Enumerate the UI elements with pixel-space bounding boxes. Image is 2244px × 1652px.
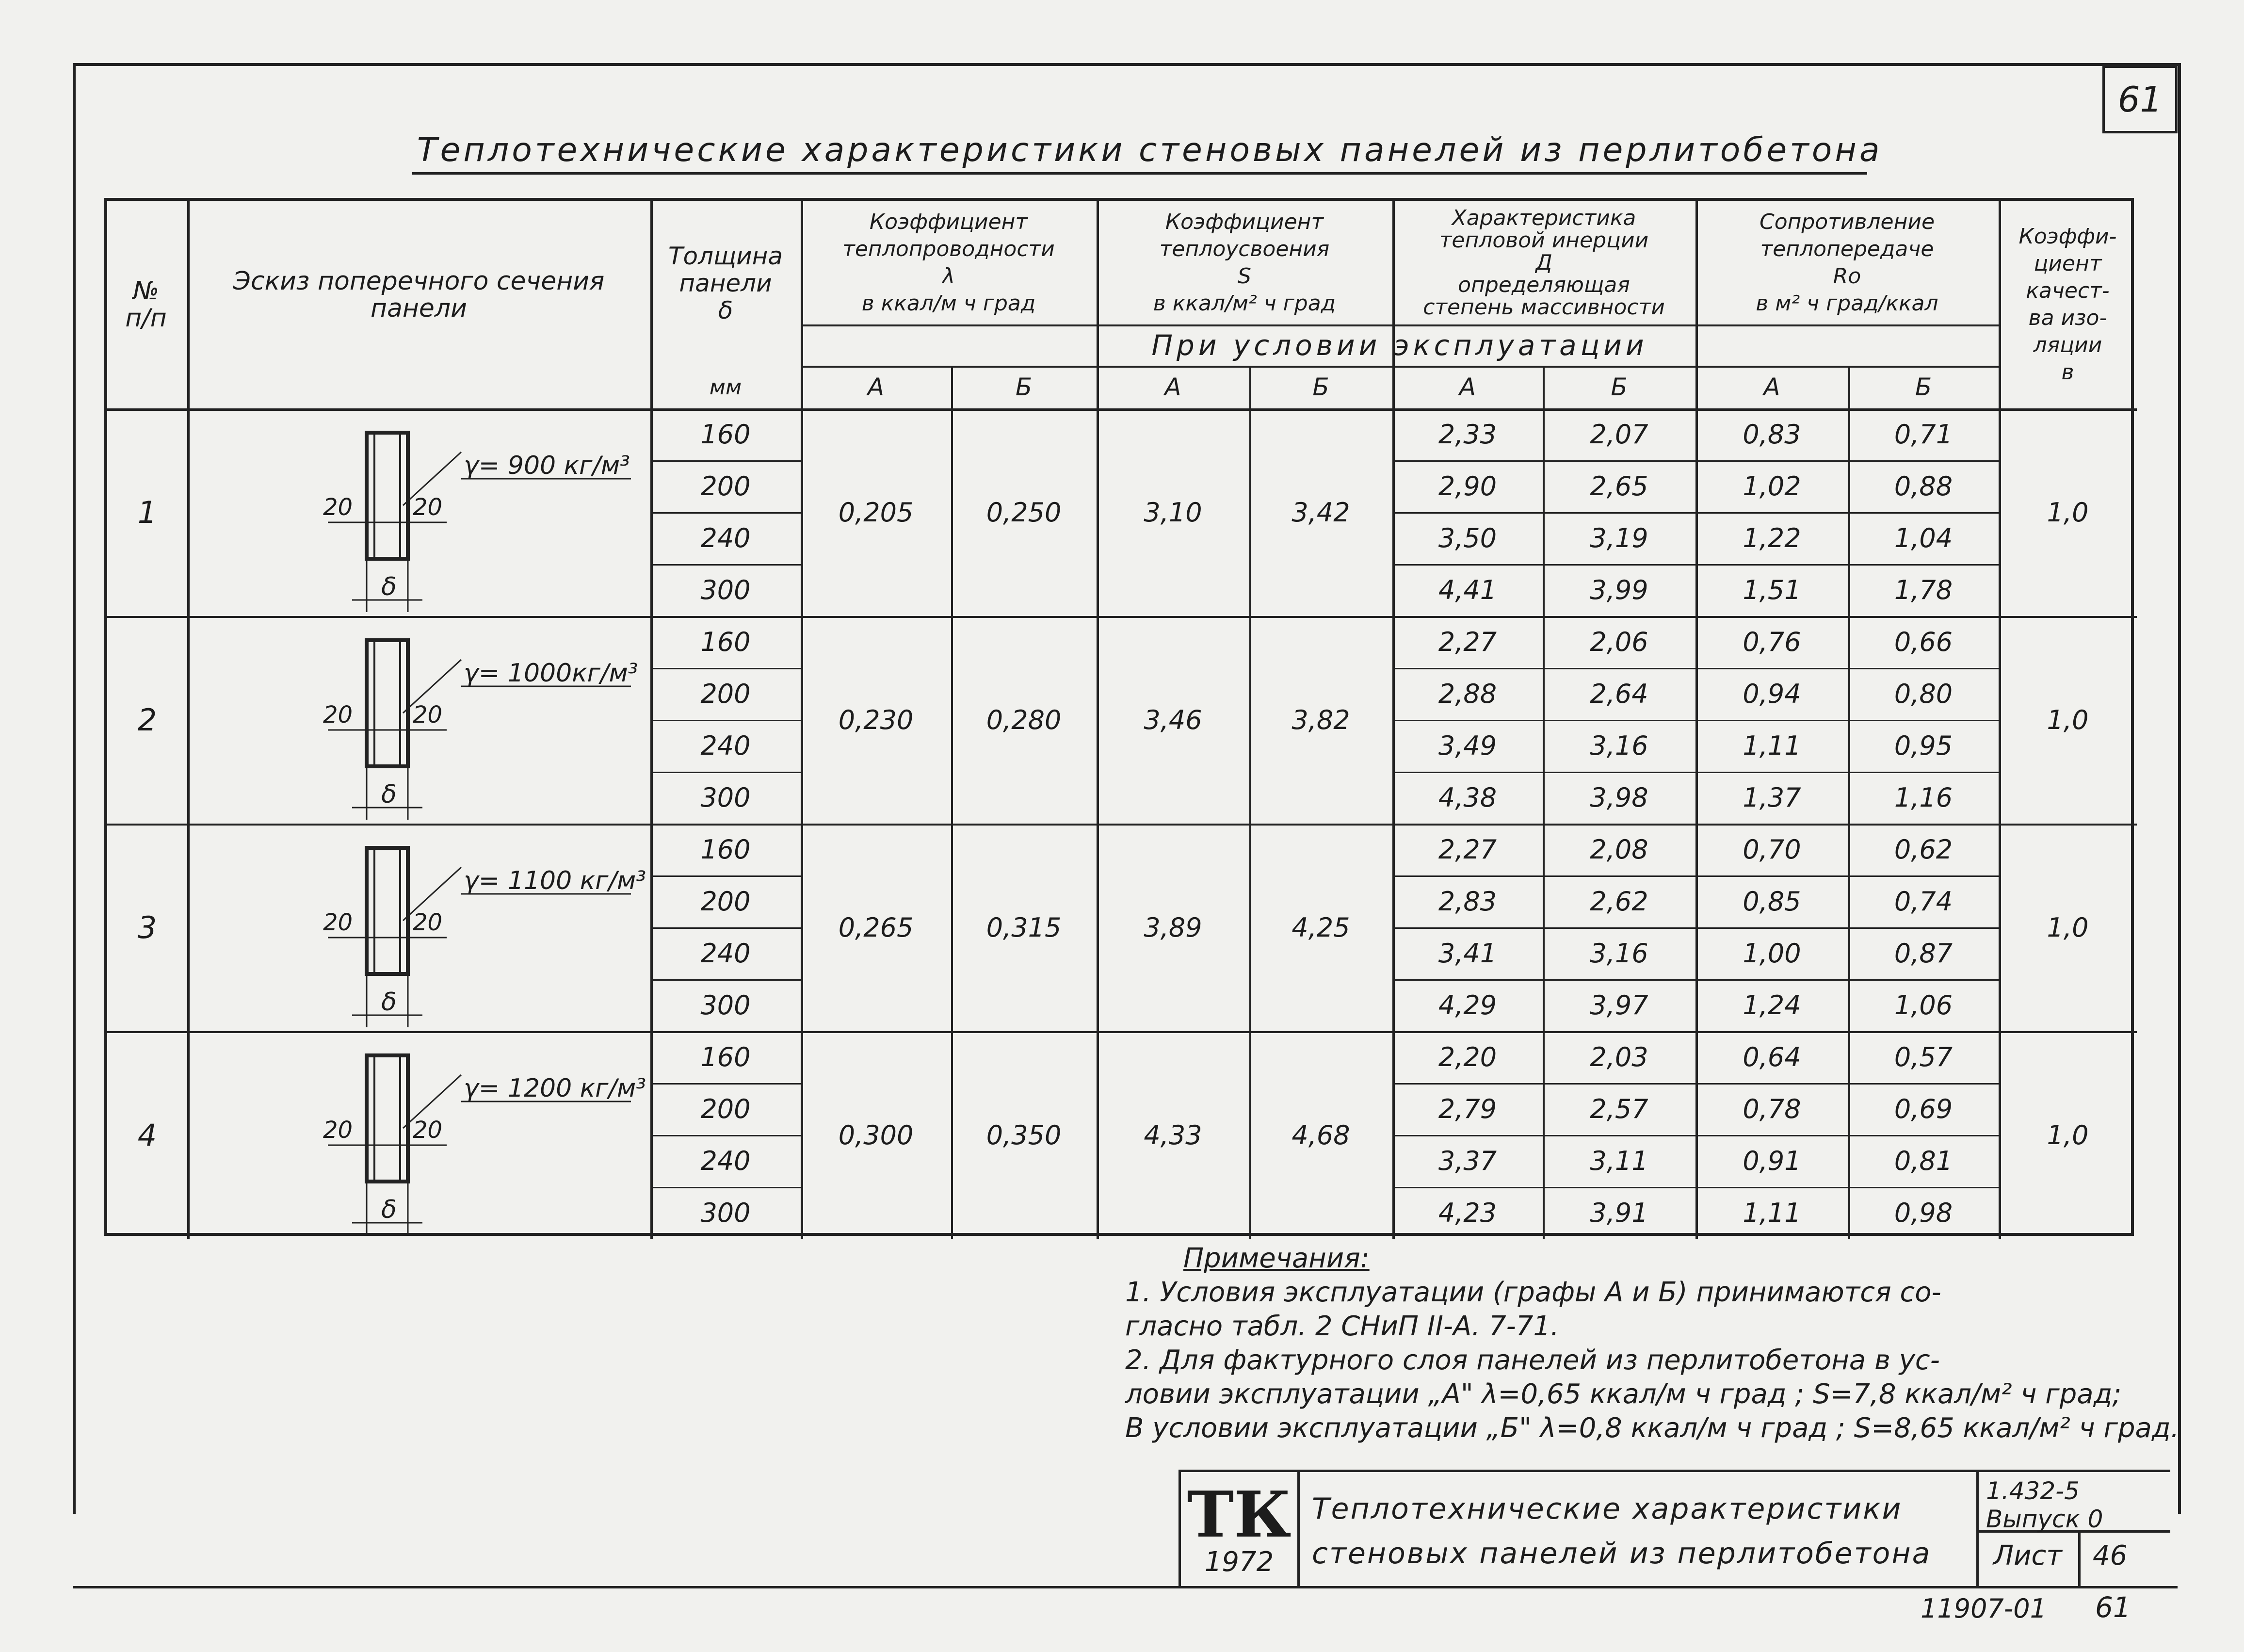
resistance-b-value: 0,98 <box>1894 1198 1953 1228</box>
header-number: № п/п <box>125 276 167 333</box>
page-number: 61 <box>2117 79 2163 120</box>
thickness-value: 300 <box>700 575 751 605</box>
sheet-number: 46 <box>2093 1540 2128 1571</box>
header-quality-line: ва изо- <box>2028 306 2107 330</box>
header-cond-b: Б <box>1611 373 1628 401</box>
resistance-b-value: 0,95 <box>1894 730 1953 761</box>
header-resistance-line: в м² ч град/ккал <box>1756 291 1938 316</box>
note-line: В условии эксплуатации „Б" λ=0,8 ккал/м ч град ; S=8,65 ккал/м² ч град. <box>1125 1412 2179 1444</box>
resistance-b-value: 1,06 <box>1894 990 1953 1020</box>
thickness-value: 240 <box>700 730 751 761</box>
inertia-a-value: 3,49 <box>1438 730 1497 761</box>
header-cond-a: А <box>1459 373 1476 401</box>
absorption-b-value: 4,68 <box>1292 1119 1350 1150</box>
resistance-a-value: 0,76 <box>1743 627 1801 657</box>
quality-coefficient-value: 1,0 <box>2047 912 2089 943</box>
notes-heading: Примечания: <box>1183 1243 1370 1274</box>
header-inertia-line: степень массивности <box>1423 294 1665 320</box>
inertia-a-value: 3,37 <box>1438 1146 1497 1176</box>
conductivity-a-value: 0,230 <box>838 704 914 735</box>
header-inertia-line: тепловой инерции <box>1439 227 1649 253</box>
header-resistance-line: теплопередаче <box>1760 236 1934 261</box>
absorption-b-value: 4,25 <box>1292 912 1350 943</box>
header-absorption <box>1097 201 1392 324</box>
resistance-b-value: 0,66 <box>1894 627 1953 657</box>
inertia-a-value: 4,29 <box>1438 990 1497 1020</box>
dimension-right: 20 <box>413 494 443 521</box>
inertia-b-value: 2,08 <box>1590 834 1648 865</box>
section-sketch <box>187 824 650 1031</box>
header-absorption-line: S <box>1238 263 1251 289</box>
panel-outline <box>367 848 408 974</box>
panel-outline <box>367 640 408 766</box>
issue-label: Выпуск 0 <box>1986 1505 2103 1533</box>
inertia-b-value: 3,11 <box>1590 1146 1648 1176</box>
row-number: 2 <box>137 702 157 738</box>
header-conductivity-line: Коэффициент <box>869 209 1028 234</box>
inertia-a-value: 2,83 <box>1438 886 1497 917</box>
density-label: γ= 1200 кг/м³ <box>464 1074 646 1103</box>
resistance-a-value: 0,78 <box>1743 1094 1801 1124</box>
absorption-b-value: 3,82 <box>1292 704 1350 735</box>
inertia-a-value: 3,41 <box>1438 938 1497 969</box>
density-label: γ= 1000кг/м³ <box>464 659 638 688</box>
series-block <box>1986 1477 2103 1533</box>
thickness-value: 160 <box>700 834 751 865</box>
notes <box>1125 1242 2179 1445</box>
header-cond-a: А <box>1164 373 1181 401</box>
inertia-b-value: 3,98 <box>1590 782 1648 813</box>
resistance-b-value: 0,87 <box>1894 938 1953 969</box>
header-inertia-line: Характеристика <box>1452 205 1636 230</box>
header-inertia-line: Д <box>1535 250 1552 275</box>
thickness-value: 200 <box>700 679 751 709</box>
header-absorption-line: Коэффициент <box>1165 209 1324 234</box>
resistance-a-value: 1,11 <box>1743 1198 1801 1228</box>
header-conditions: При условии эксплуатации <box>1151 328 1648 362</box>
resistance-b-value: 0,88 <box>1894 471 1953 502</box>
inertia-a-value: 2,33 <box>1438 419 1497 450</box>
header-quality-line: качест- <box>2026 278 2110 303</box>
thickness-value: 160 <box>700 627 751 657</box>
stamp-title-line: Теплотехнические характеристики <box>1312 1492 1903 1526</box>
panel-section-drawing <box>187 616 650 824</box>
inertia-a-value: 4,23 <box>1438 1198 1497 1228</box>
conductivity-b-value: 0,280 <box>986 704 1062 735</box>
data-table <box>104 198 2134 1236</box>
inertia-a-value: 3,50 <box>1438 523 1497 553</box>
conductivity-a-value: 0,205 <box>838 497 914 528</box>
stamp-title-line: стеновых панелей из перлитобетона <box>1312 1537 1932 1571</box>
thickness-value: 240 <box>700 938 751 969</box>
dimension-right: 20 <box>413 909 443 936</box>
density-label: γ= 900 кг/м³ <box>464 451 630 480</box>
resistance-b-value: 0,71 <box>1894 419 1953 450</box>
resistance-a-value: 1,00 <box>1743 938 1801 969</box>
inertia-b-value: 2,65 <box>1590 471 1648 502</box>
header-inertia <box>1392 201 1695 324</box>
thickness-value: 200 <box>700 886 751 917</box>
inertia-b-value: 2,03 <box>1590 1042 1648 1072</box>
inertia-a-value: 2,88 <box>1438 679 1497 709</box>
header-conductivity-line: теплопроводности <box>842 236 1055 261</box>
header-absorption-line: теплоусвоения <box>1159 236 1330 261</box>
note-line: гласно табл. 2 СНиП II-А. 7-71. <box>1125 1311 1559 1342</box>
title-underline <box>412 172 1867 175</box>
resistance-a-value: 1,24 <box>1743 990 1801 1020</box>
series-code: 1.432-5 <box>1986 1477 2080 1505</box>
dimension-left: 20 <box>323 494 353 521</box>
stamp-divider <box>1297 1472 1300 1588</box>
resistance-a-value: 0,64 <box>1743 1042 1801 1072</box>
absorption-a-value: 3,10 <box>1144 497 1202 528</box>
row-number: 4 <box>137 1117 157 1153</box>
resistance-b-value: 1,16 <box>1894 782 1953 813</box>
header-quality-line: циент <box>2034 251 2102 276</box>
row-number: 1 <box>137 494 157 530</box>
header-thickness: Толщина панели δ <box>668 242 783 324</box>
note-line: 2. Для фактурного слоя панелей из перлитобетона в ус- <box>1125 1344 1940 1376</box>
org-name: ТК <box>1187 1477 1292 1552</box>
inertia-b-value: 3,16 <box>1590 938 1648 969</box>
inertia-a-value: 2,90 <box>1438 471 1497 502</box>
conductivity-b-value: 0,250 <box>986 497 1062 528</box>
header-quality <box>1999 201 2137 408</box>
header-conductivity-line: в ккал/м ч град <box>861 291 1036 316</box>
resistance-a-value: 1,51 <box>1743 575 1801 605</box>
absorption-a-value: 3,89 <box>1144 912 1202 943</box>
thickness-value: 300 <box>700 782 751 813</box>
resistance-a-value: 1,37 <box>1743 782 1801 813</box>
section-sketch <box>187 616 650 824</box>
header-cond-b: Б <box>1015 373 1033 401</box>
sheet-label: Лист <box>1993 1540 2062 1571</box>
stamp-divider <box>2078 1530 2081 1588</box>
resistance-b-value: 1,78 <box>1894 575 1953 605</box>
header-cond-b: Б <box>1312 373 1329 401</box>
inertia-a-value: 4,38 <box>1438 782 1497 813</box>
resistance-a-value: 0,85 <box>1743 886 1801 917</box>
document-title: Теплотехнические характеристики стеновых панелей из перлитобетона <box>417 131 1883 169</box>
resistance-a-value: 1,02 <box>1743 471 1801 502</box>
conductivity-b-value: 0,315 <box>986 912 1062 943</box>
section-sketch <box>187 408 650 616</box>
header-absorption-line: в ккал/м² ч град <box>1153 291 1336 316</box>
thickness-value: 160 <box>700 419 751 450</box>
resistance-a-value: 0,94 <box>1743 679 1801 709</box>
panel-section-drawing <box>187 408 650 616</box>
title-block <box>1179 1470 2170 1588</box>
header-resistance-line: Rо <box>1833 263 1861 289</box>
header-quality-line: в <box>2061 360 2074 385</box>
resistance-b-value: 0,80 <box>1894 679 1953 709</box>
row-number: 3 <box>137 909 157 945</box>
inertia-a-value: 2,27 <box>1438 627 1497 657</box>
dimension-left: 20 <box>323 701 353 729</box>
thickness-value: 300 <box>700 1198 751 1228</box>
resistance-a-value: 0,91 <box>1743 1146 1801 1176</box>
header-conductivity-line: λ <box>942 263 955 289</box>
inertia-b-value: 2,07 <box>1590 419 1648 450</box>
inertia-b-value: 3,99 <box>1590 575 1648 605</box>
dimension-left: 20 <box>323 909 353 936</box>
org-block <box>1181 1472 1297 1588</box>
header-quality-line: ляции <box>2033 333 2102 357</box>
inertia-b-value: 3,19 <box>1590 523 1648 553</box>
stamp-title <box>1312 1487 1931 1576</box>
header-cond-a: А <box>1763 373 1780 401</box>
header-resistance-line: Сопротивление <box>1759 209 1935 234</box>
quality-coefficient-value: 1,0 <box>2047 704 2089 735</box>
dimension-right: 20 <box>413 701 443 729</box>
conductivity-a-value: 0,300 <box>838 1119 914 1150</box>
resistance-b-value: 0,81 <box>1894 1146 1953 1176</box>
header-quality-line: Коэффи- <box>2018 224 2117 249</box>
thickness-value: 300 <box>700 990 751 1020</box>
inertia-a-value: 4,41 <box>1438 575 1497 605</box>
panel-outline <box>367 1055 408 1182</box>
inertia-a-value: 2,27 <box>1438 834 1497 865</box>
absorption-a-value: 3,46 <box>1144 704 1202 735</box>
panel-section-drawing <box>187 1031 650 1239</box>
header-resistance <box>1695 201 1999 324</box>
section-sketch <box>187 1031 650 1239</box>
thickness-value: 160 <box>700 1042 751 1072</box>
inertia-b-value: 2,64 <box>1590 679 1648 709</box>
resistance-a-value: 0,83 <box>1743 419 1801 450</box>
conductivity-a-value: 0,265 <box>838 912 914 943</box>
inertia-b-value: 2,62 <box>1590 886 1648 917</box>
resistance-b-value: 0,69 <box>1894 1094 1953 1124</box>
note-line: 1. Условия эксплуатации (графы А и Б) принимаются со- <box>1125 1277 1941 1308</box>
thickness-value: 200 <box>700 1094 751 1124</box>
dimension-left: 20 <box>323 1117 353 1144</box>
footer-page-number: 61 <box>2095 1591 2131 1624</box>
footer-code: 11907-01 <box>1921 1593 2047 1624</box>
header-conductivity <box>801 201 1097 324</box>
dimension-delta: δ <box>381 1195 397 1224</box>
inertia-b-value: 3,16 <box>1590 730 1648 761</box>
thickness-value: 240 <box>700 1146 751 1176</box>
resistance-b-value: 0,62 <box>1894 834 1953 865</box>
dimension-delta: δ <box>381 780 397 809</box>
header-thickness-unit: мм <box>709 374 742 400</box>
conductivity-b-value: 0,350 <box>986 1119 1062 1150</box>
panel-section-drawing <box>187 824 650 1031</box>
thickness-value: 200 <box>700 471 751 502</box>
inertia-a-value: 2,20 <box>1438 1042 1497 1072</box>
resistance-b-value: 1,04 <box>1894 523 1953 553</box>
dimension-delta: δ <box>381 572 397 601</box>
resistance-a-value: 1,22 <box>1743 523 1801 553</box>
absorption-b-value: 3,42 <box>1292 497 1350 528</box>
stamp-year: 1972 <box>1204 1546 1274 1578</box>
resistance-a-value: 0,70 <box>1743 834 1801 865</box>
header-inertia-line: определяющая <box>1458 272 1630 297</box>
inertia-b-value: 2,06 <box>1590 627 1648 657</box>
header-sketch: Эскиз поперечного сечения панели <box>233 267 605 323</box>
page-number-box <box>2102 65 2178 133</box>
note-line: ловии эксплуатации „А" λ=0,65 ккал/м ч град ; S=7,8 ккал/м² ч град; <box>1125 1378 2122 1410</box>
inertia-b-value: 3,91 <box>1590 1198 1648 1228</box>
inertia-b-value: 2,57 <box>1590 1094 1648 1124</box>
thickness-value: 240 <box>700 523 751 553</box>
density-label: γ= 1100 кг/м³ <box>464 866 646 895</box>
header-cond-a: А <box>867 373 885 401</box>
header-cond-b: Б <box>1915 373 1932 401</box>
quality-coefficient-value: 1,0 <box>2047 497 2089 528</box>
absorption-a-value: 4,33 <box>1144 1119 1202 1150</box>
quality-coefficient-value: 1,0 <box>2047 1119 2089 1150</box>
dimension-delta: δ <box>381 988 397 1017</box>
resistance-b-value: 0,74 <box>1894 886 1953 917</box>
dimension-right: 20 <box>413 1117 443 1144</box>
resistance-a-value: 1,11 <box>1743 730 1801 761</box>
inertia-b-value: 3,97 <box>1590 990 1648 1020</box>
panel-outline <box>367 433 408 559</box>
resistance-b-value: 0,57 <box>1894 1042 1953 1072</box>
inertia-a-value: 2,79 <box>1438 1094 1497 1124</box>
